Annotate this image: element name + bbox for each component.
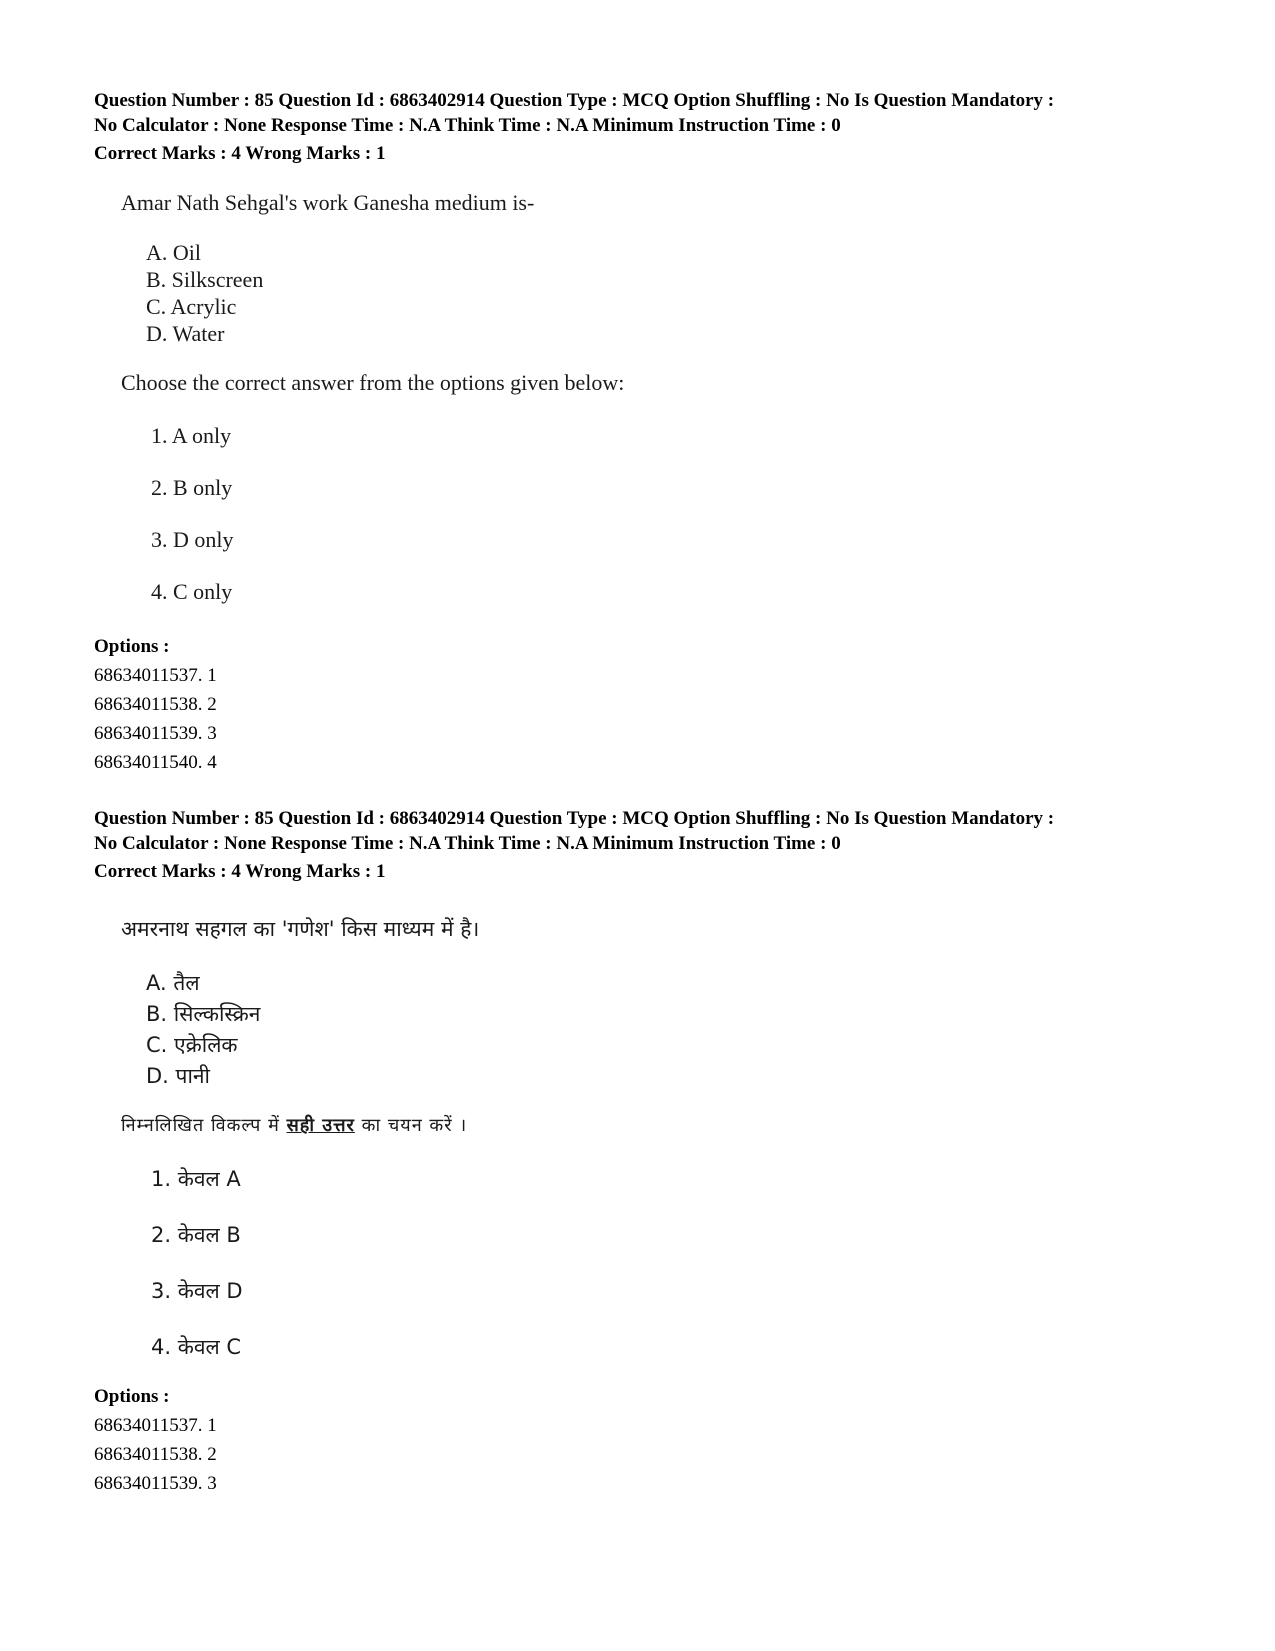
answer-option-4: 4. C only bbox=[151, 579, 233, 604]
question-marks: Correct Marks : 4 Wrong Marks : 1 bbox=[94, 861, 386, 882]
question-marks: Correct Marks : 4 Wrong Marks : 1 bbox=[94, 143, 386, 164]
answer-option-2: 2. B only bbox=[151, 475, 233, 500]
choice-d: D. पानी bbox=[146, 1064, 210, 1088]
question-instruction: Choose the correct answer from the options given below: bbox=[121, 370, 625, 395]
choice-a: A. Oil bbox=[146, 240, 201, 265]
choice-c: C. एक्रेलिक bbox=[146, 1033, 238, 1057]
options-title: Options : bbox=[94, 1386, 170, 1407]
option-id-row: 68634011539. 3 bbox=[94, 723, 217, 744]
choice-d: D. Water bbox=[146, 321, 225, 346]
choice-a: A. तैल bbox=[146, 971, 200, 995]
question-meta-2 bbox=[94, 807, 1194, 885]
answer-option-2: 2. केवल B bbox=[151, 1223, 241, 1247]
choice-b: B. Silkscreen bbox=[146, 267, 264, 292]
instruction-text: निम्नलिखित विकल्प में bbox=[121, 1115, 287, 1136]
option-id-row: 68634011540. 4 bbox=[94, 752, 217, 773]
options-list-1 bbox=[94, 632, 217, 777]
question-stem: Amar Nath Sehgal's work Ganesha medium is- bbox=[121, 190, 535, 215]
question-meta-line-2: No Calculator : None Response Time : N.A Think Time : N.A Minimum Instruction Time : 0 bbox=[94, 114, 841, 136]
question-stem: अमरनाथ सहगल का 'गणेश' किस माध्यम में है। bbox=[121, 917, 480, 941]
question-meta-line-2: No Calculator : None Response Time : N.A Think Time : N.A Minimum Instruction Time : 0 bbox=[94, 832, 841, 854]
question-header-1 bbox=[94, 89, 1194, 167]
options-list-2 bbox=[94, 1382, 217, 1498]
question-meta-1 bbox=[94, 89, 1194, 167]
instruction-emphasis: सही उत्तर bbox=[286, 1115, 355, 1136]
answer-option-3: 3. D only bbox=[151, 527, 234, 552]
option-id-row: 68634011537. 1 bbox=[94, 1415, 217, 1436]
question-instruction bbox=[121, 1113, 467, 1137]
answer-option-3: 3. केवल D bbox=[151, 1279, 243, 1303]
question-header-2 bbox=[94, 807, 1194, 885]
choice-c: C. Acrylic bbox=[146, 294, 237, 319]
option-id-row: 68634011539. 3 bbox=[94, 1473, 217, 1494]
answer-option-4: 4. केवल C bbox=[151, 1335, 242, 1359]
options-title: Options : bbox=[94, 636, 170, 657]
instruction-text: का चयन करें । bbox=[354, 1115, 468, 1136]
question-meta-line-1: Question Number : 85 Question Id : 6863402914 Question Type : MCQ Option Shuffling : No Is Question Mandatory : bbox=[94, 90, 1055, 111]
answer-option-1: 1. केवल A bbox=[151, 1167, 241, 1191]
choice-b: B. सिल्कस्क्रिन bbox=[146, 1002, 261, 1026]
question-meta-line-1: Question Number : 85 Question Id : 6863402914 Question Type : MCQ Option Shuffling : No Is Question Mandatory : bbox=[94, 808, 1055, 829]
option-id-row: 68634011538. 2 bbox=[94, 1444, 217, 1465]
answer-option-1: 1. A only bbox=[151, 423, 232, 448]
option-id-row: 68634011537. 1 bbox=[94, 665, 217, 686]
option-id-row: 68634011538. 2 bbox=[94, 694, 217, 715]
